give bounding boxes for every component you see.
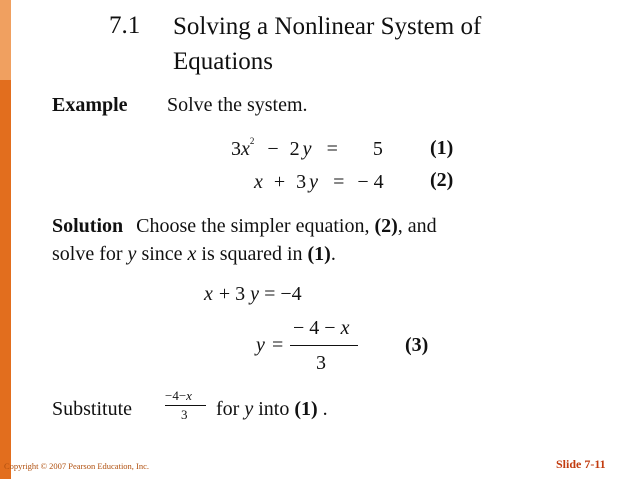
substitute-frac-numerator	[165, 388, 192, 404]
step1-coef: 3	[235, 283, 246, 305]
solution-label: Solution	[52, 215, 124, 237]
eq1-exponent: 2	[249, 136, 255, 147]
solution-line2	[52, 243, 336, 266]
substitute-period: .	[322, 398, 328, 420]
step2-num-x: x	[340, 317, 350, 339]
equation-1	[231, 138, 383, 161]
eq2-tag: (2)	[430, 169, 454, 191]
section-number: 7.1	[109, 12, 141, 39]
step1-y: y	[250, 283, 260, 305]
eq1-tag: (1)	[430, 137, 454, 159]
step2-tag: (3)	[405, 334, 429, 356]
eq2-var-x: x	[254, 171, 263, 193]
step1-x: x	[204, 283, 213, 305]
equation-2	[254, 171, 384, 194]
slide-title-line1: Solving a Nonlinear System of	[173, 13, 482, 40]
eq2-equals: =	[333, 171, 345, 193]
solution-line2-y: y	[127, 243, 137, 265]
substitute-word: Substitute	[52, 398, 133, 420]
solution-ref-2: (2)	[374, 215, 398, 237]
eq1-coef2: 2	[289, 138, 300, 160]
eq2-coef: 3	[296, 171, 307, 193]
step1-plus: +	[218, 283, 231, 305]
example-label: Example	[52, 94, 128, 116]
step2-fraction-bar	[290, 345, 358, 346]
footer-copyright: Copyright © 2007 Pearson Education, Inc.	[4, 461, 150, 471]
step2-denominator: 3	[316, 352, 326, 374]
eq1-rhs: 5	[372, 138, 383, 160]
substitute-y: y	[244, 398, 254, 420]
substitute-ref: (1)	[294, 398, 318, 420]
eq1-var-x: x	[241, 138, 250, 160]
step1-equation	[204, 283, 302, 306]
example-instruction: Solve the system.	[167, 94, 308, 116]
sidebar-accent-top	[0, 0, 11, 80]
solution-line1	[52, 215, 437, 238]
solution-line2-d: .	[330, 243, 336, 265]
substitute-for: for	[216, 398, 240, 420]
step2-equals: =	[272, 334, 284, 356]
step2-numerator	[293, 317, 349, 340]
eq1-coef: 3	[231, 138, 241, 160]
eq1-var-y: y	[302, 138, 312, 160]
substitute-rest	[216, 398, 328, 421]
step2-num-minus: − 4 −	[293, 317, 336, 339]
solution-line2-c: is squared in	[201, 243, 303, 265]
footer-slide-number: Slide 7-11	[556, 457, 606, 471]
substitute-frac-num-pre: −4−	[165, 388, 187, 403]
eq2-var-y: y	[309, 171, 319, 193]
substitute-frac-num-x: x	[186, 388, 192, 403]
eq2-plus: +	[273, 171, 286, 193]
eq2-rhs: − 4	[357, 171, 384, 193]
eq1-minus: −	[267, 138, 279, 160]
solution-line1-post: , and	[397, 215, 437, 237]
solution-ref-1: (1)	[307, 243, 331, 265]
solution-line1-pre: Choose the simpler equation,	[136, 215, 370, 237]
step2-y: y	[256, 334, 265, 356]
solution-line2-a: solve for	[52, 243, 123, 265]
slide-title-line2: Equations	[173, 48, 273, 75]
substitute-frac-denominator: 3	[181, 407, 188, 422]
step1-rhs: −4	[280, 283, 302, 305]
step1-equals: =	[264, 283, 276, 305]
substitute-fraction-bar	[165, 405, 206, 406]
eq1-equals: =	[326, 138, 338, 160]
solution-line2-x: x	[187, 243, 197, 265]
substitute-into: into	[258, 398, 290, 420]
solution-line2-b: since	[141, 243, 183, 265]
